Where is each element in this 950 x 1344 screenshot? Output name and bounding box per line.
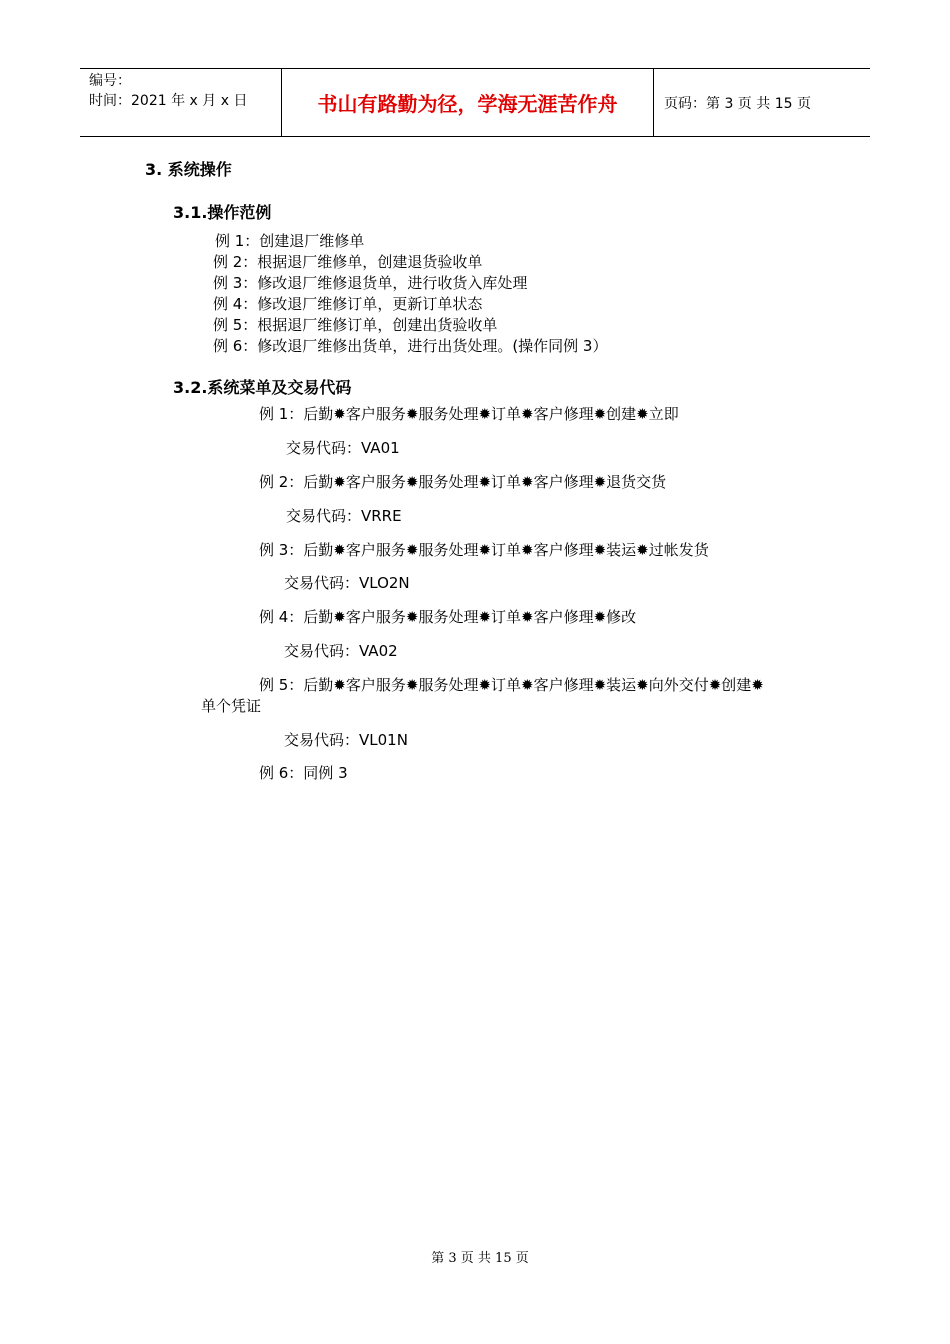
example-item: 例 2：根据退厂维修单，创建退货验收单 bbox=[213, 253, 483, 271]
doc-number: 编号： bbox=[89, 73, 131, 89]
transaction-code: 交易代码：VRRE bbox=[286, 507, 402, 525]
menu-path: 例 6：同例 3 bbox=[259, 764, 348, 782]
transaction-code: 交易代码：VA01 bbox=[286, 439, 400, 457]
page-footer: 第 3 页 共 15 页 bbox=[431, 1251, 529, 1266]
example-item: 例 1：创建退厂维修单 bbox=[215, 232, 365, 250]
doc-date: 时间：2021 年 x 月 x 日 bbox=[89, 93, 248, 109]
menu-path: 例 4：后勤✹客户服务✹服务处理✹订单✹客户修理✹修改 bbox=[259, 608, 637, 626]
menu-path: 例 3：后勤✹客户服务✹服务处理✹订单✹客户修理✹装运✹过帐发货 bbox=[259, 541, 709, 559]
section-title: 3. 系统操作 bbox=[145, 160, 232, 179]
example-item: 例 3：修改退厂维修退货单，进行收货入库处理 bbox=[213, 274, 528, 292]
menu-path: 例 2：后勤✹客户服务✹服务处理✹订单✹客户修理✹退货交货 bbox=[259, 473, 667, 491]
header-meta bbox=[80, 69, 281, 136]
subsection-title-3-2: 3.2.系统菜单及交易代码 bbox=[173, 378, 352, 397]
header-motto: 书山有路勤为径，学海无涯苦作舟 bbox=[281, 69, 654, 136]
subsection-title-3-1: 3.1.操作范例 bbox=[173, 203, 272, 222]
header-page-info: 页码：第 3 页 共 15 页 bbox=[664, 95, 811, 112]
example-item: 例 5：根据退厂维修订单，创建出货验收单 bbox=[213, 316, 498, 334]
example-item: 例 4：修改退厂维修订单，更新订单状态 bbox=[213, 295, 483, 313]
transaction-code: 交易代码：VA02 bbox=[284, 642, 398, 660]
page-header bbox=[80, 68, 870, 137]
menu-path: 例 5：后勤✹客户服务✹服务处理✹订单✹客户修理✹装运✹向外交付✹创建✹ bbox=[259, 676, 764, 694]
menu-path: 例 1：后勤✹客户服务✹服务处理✹订单✹客户修理✹创建✹立即 bbox=[259, 405, 679, 423]
example-item: 例 6：修改退厂维修出货单，进行出货处理。(操作同例 3） bbox=[213, 337, 608, 355]
transaction-code: 交易代码：VLO2N bbox=[284, 574, 410, 592]
transaction-code: 交易代码：VL01N bbox=[284, 731, 408, 749]
menu-path-continuation: 单个凭证 bbox=[201, 697, 262, 715]
